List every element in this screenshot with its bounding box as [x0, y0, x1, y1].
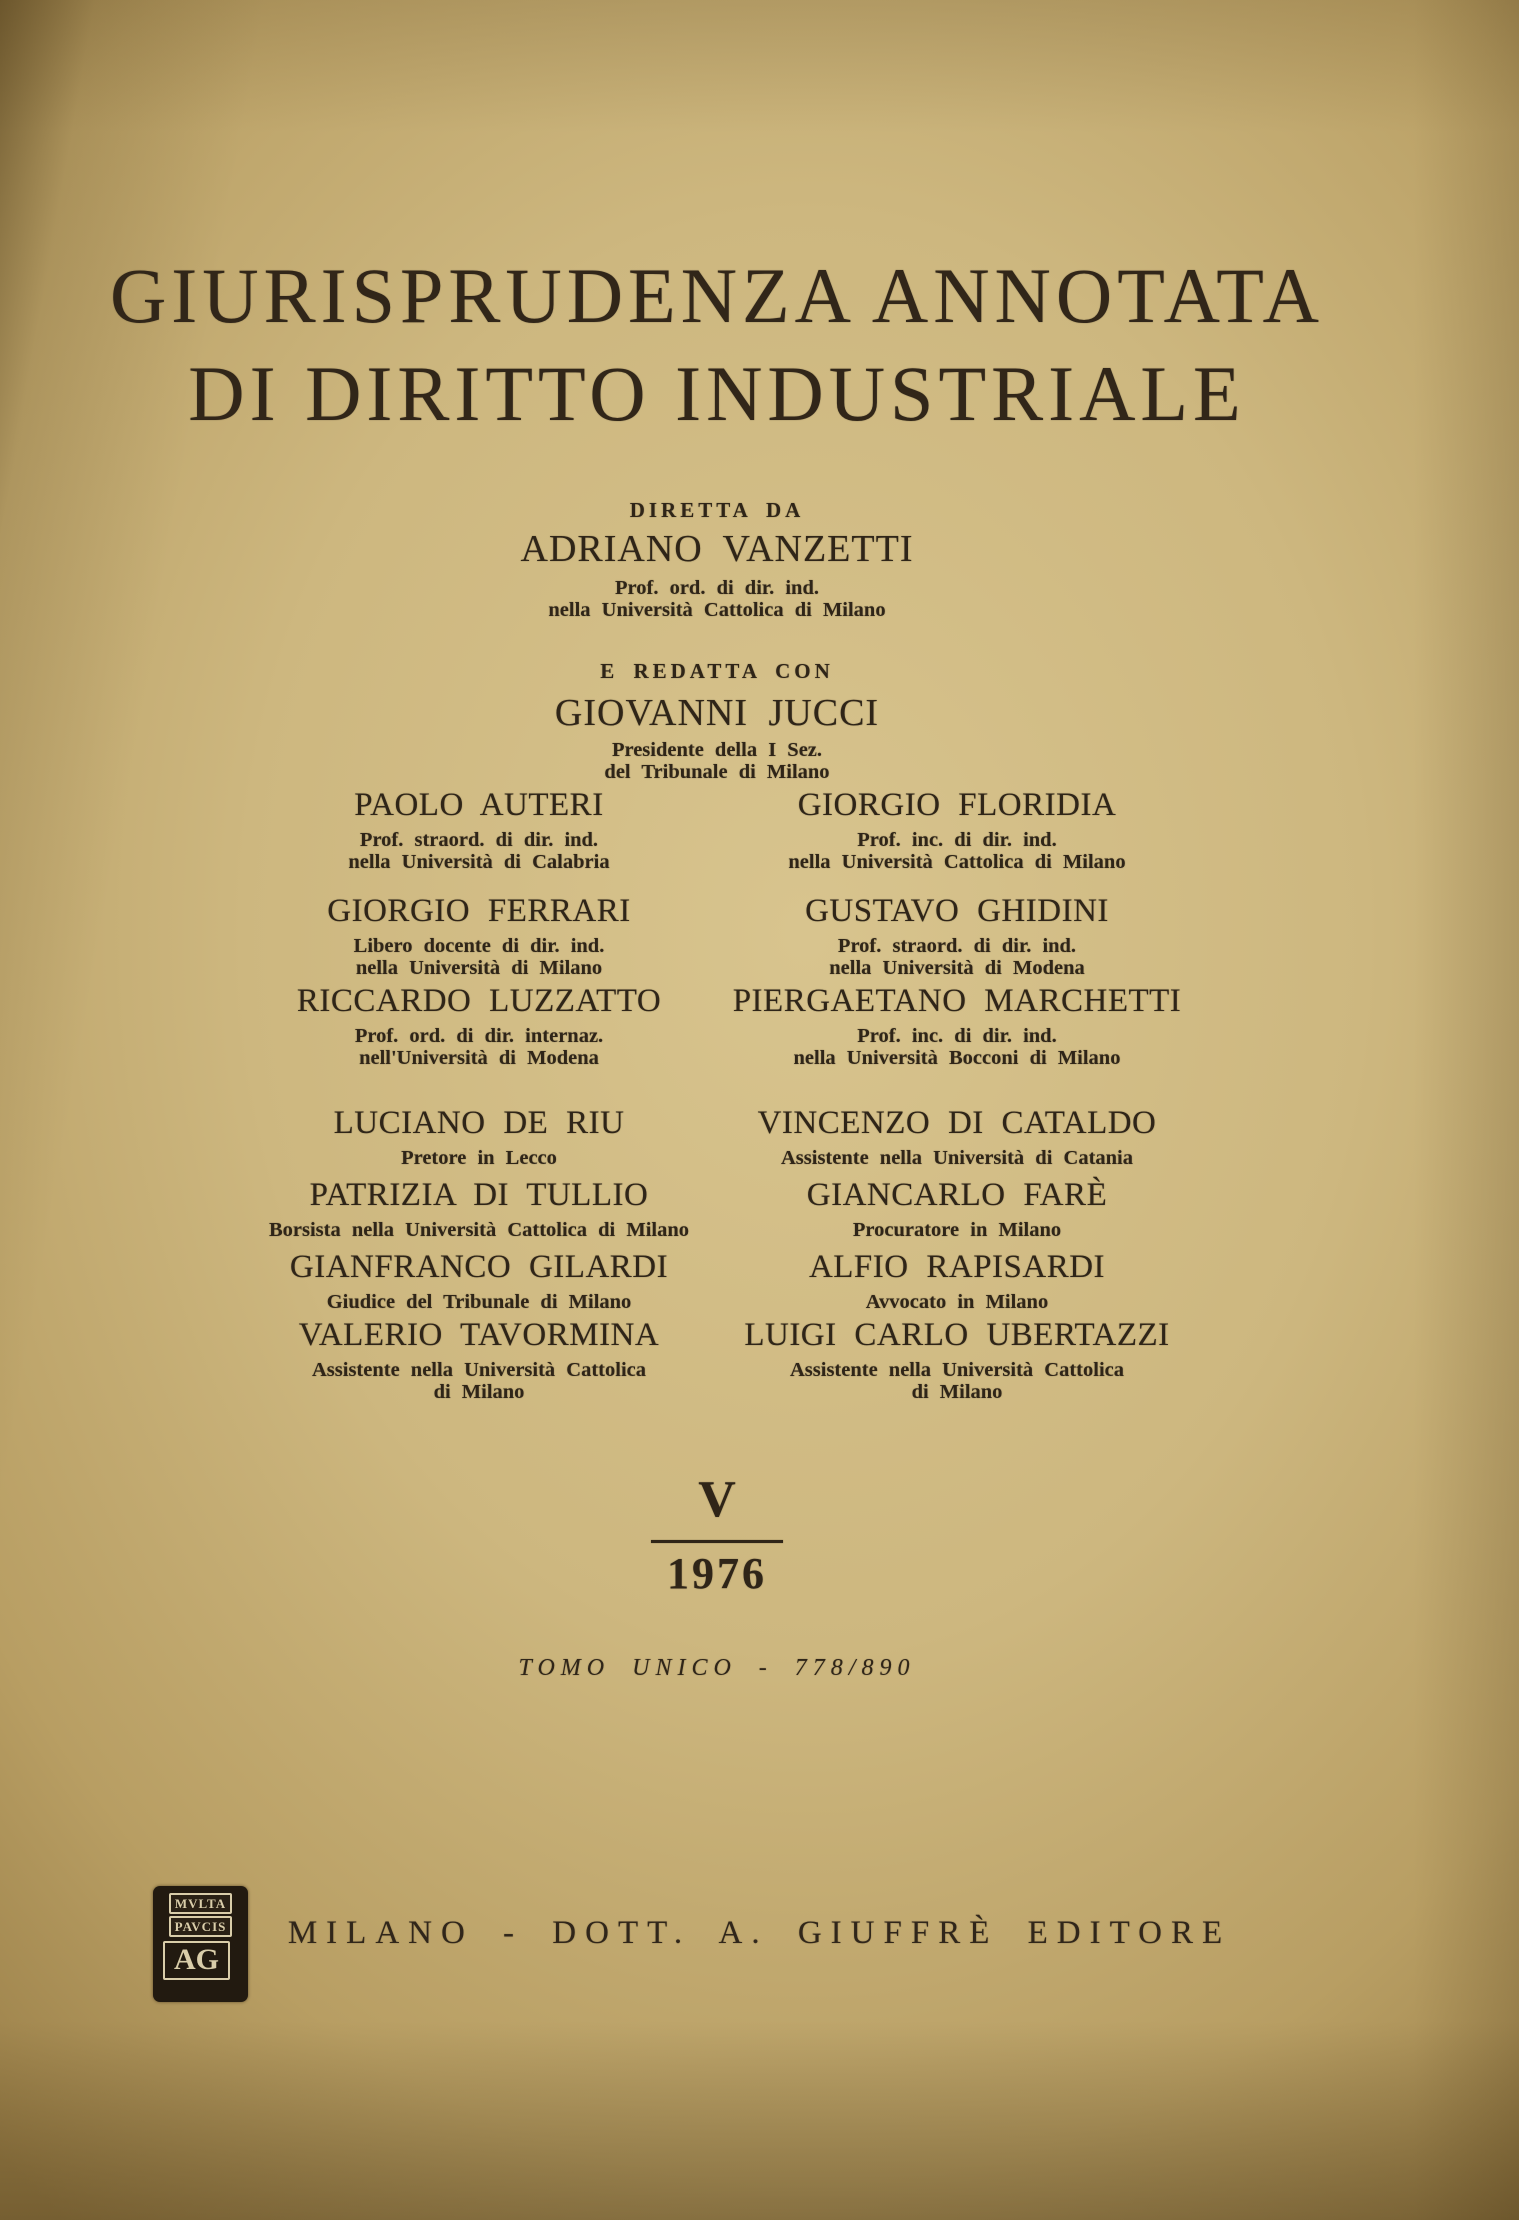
- editor-entry: [718, 1316, 1196, 1403]
- editor-name: GUSTAVO GHIDINI: [805, 893, 1109, 929]
- directed-by-label: DIRETTA DA: [629, 498, 805, 522]
- chief-editor-name: GIOVANNI JUCCI: [554, 692, 880, 734]
- editor-affiliation: di Milano: [433, 1381, 525, 1403]
- editor-role: Avvocato in Milano: [865, 1291, 1049, 1313]
- page-title-line2: DI DIRITTO INDUSTRIALE: [188, 350, 1246, 437]
- editor-entry: [240, 1248, 718, 1313]
- editor-name: GIANCARLO FARÈ: [806, 1177, 1108, 1213]
- editor-role: Prof. ord. di dir. internaz.: [354, 1025, 604, 1047]
- editor-row: [240, 1248, 1196, 1313]
- chief-editor-affiliation: del Tribunale di Milano: [604, 761, 830, 783]
- editor-role: Assistente nella Università Cattolica: [312, 1359, 646, 1381]
- editor-affiliation: nella Università Bocconi di Milano: [793, 1047, 1121, 1069]
- editor-affiliation: nella Università di Milano: [355, 957, 603, 979]
- editor-entry: [718, 786, 1196, 873]
- editor-role: Giudice del Tribunale di Milano: [326, 1291, 632, 1313]
- volume-number: V: [698, 1471, 736, 1528]
- chief-editor-role: Presidente della I Sez.: [611, 739, 823, 761]
- editor-name: PATRIZIA DI TULLIO: [309, 1177, 649, 1213]
- editor-row: [240, 1104, 1196, 1169]
- publisher-imprint: MILANO - DOTT. A. GIUFFRÈ EDITORE: [287, 1915, 1232, 1951]
- editor-entry: [718, 1176, 1196, 1241]
- editor-role: Pretore in Lecco: [401, 1147, 557, 1169]
- editor-row: [240, 892, 1196, 979]
- editor-entry: [240, 892, 718, 979]
- volume-divider-rule: [651, 1540, 783, 1543]
- editor-role: Borsista nella Università Cattolica di Milano: [268, 1219, 690, 1241]
- editor-name: GIANFRANCO GILARDI: [289, 1249, 669, 1285]
- editor-affiliation: nella Università di Calabria: [348, 851, 610, 873]
- editor-role: Libero docente di dir. ind.: [353, 935, 605, 957]
- logo-motto-multa: MVLTA: [169, 1893, 232, 1914]
- editor-name: PAOLO AUTERI: [354, 787, 604, 823]
- editor-row: [240, 1316, 1196, 1403]
- editor-entry: [718, 1104, 1196, 1169]
- editor-role: Procuratore in Milano: [852, 1219, 1062, 1241]
- publisher-imprint-row: [0, 1915, 1519, 1952]
- editor-entry: [718, 892, 1196, 979]
- director-role: Prof. ord. di dir. ind.: [615, 577, 819, 599]
- editor-role: Prof. inc. di dir. ind.: [857, 829, 1057, 851]
- volume-year: 1976: [667, 1549, 767, 1598]
- editor-name: GIORGIO FLORIDIA: [797, 787, 1117, 823]
- editor-entry: [240, 982, 718, 1069]
- editor-entry: [240, 1104, 718, 1169]
- editor-role: Assistente nella Università di Catania: [781, 1147, 1133, 1169]
- logo-monogram: AG: [163, 1941, 230, 1980]
- editor-row: [240, 786, 1196, 873]
- editor-entry: [240, 786, 718, 873]
- editor-entry: [718, 982, 1196, 1069]
- editor-entry: [240, 1176, 718, 1241]
- editor-name: LUIGI CARLO UBERTAZZI: [744, 1317, 1170, 1353]
- editor-name: RICCARDO LUZZATTO: [296, 983, 662, 1019]
- editor-role: Assistente nella Università Cattolica: [790, 1359, 1124, 1381]
- editor-name: GIORGIO FERRARI: [327, 893, 631, 929]
- editor-name: VALERIO TAVORMINA: [298, 1317, 660, 1353]
- editor-name: ALFIO RAPISARDI: [808, 1249, 1106, 1285]
- page-title-line1: GIURISPRUDENZA ANNOTATA: [109, 252, 1325, 339]
- editor-role: Prof. straord. di dir. ind.: [359, 829, 599, 851]
- editor-row: [240, 1176, 1196, 1241]
- edited-with-label: E REDATTA CON: [600, 659, 834, 683]
- editor-row: [240, 982, 1196, 1069]
- editor-name: VINCENZO DI CATALDO: [757, 1105, 1157, 1141]
- editor-entry: [718, 1248, 1196, 1313]
- editor-affiliation: nella Università di Modena: [829, 957, 1085, 979]
- director-name: ADRIANO VANZETTI: [520, 528, 914, 570]
- editor-affiliation: di Milano: [911, 1381, 1003, 1403]
- editor-affiliation: nell'Università di Modena: [359, 1047, 599, 1069]
- editor-name: LUCIANO DE RIU: [333, 1105, 625, 1141]
- editor-entry: [240, 1316, 718, 1403]
- editor-role: Prof. straord. di dir. ind.: [837, 935, 1077, 957]
- director-affiliation: nella Università Cattolica di Milano: [548, 599, 886, 621]
- logo-motto-paucis: PAVCIS: [169, 1916, 233, 1937]
- tome-line: TOMO UNICO - 778/890: [518, 1655, 916, 1681]
- editor-affiliation: nella Università Cattolica di Milano: [788, 851, 1126, 873]
- editor-name: PIERGAETANO MARCHETTI: [732, 983, 1182, 1019]
- editor-role: Prof. inc. di dir. ind.: [857, 1025, 1057, 1047]
